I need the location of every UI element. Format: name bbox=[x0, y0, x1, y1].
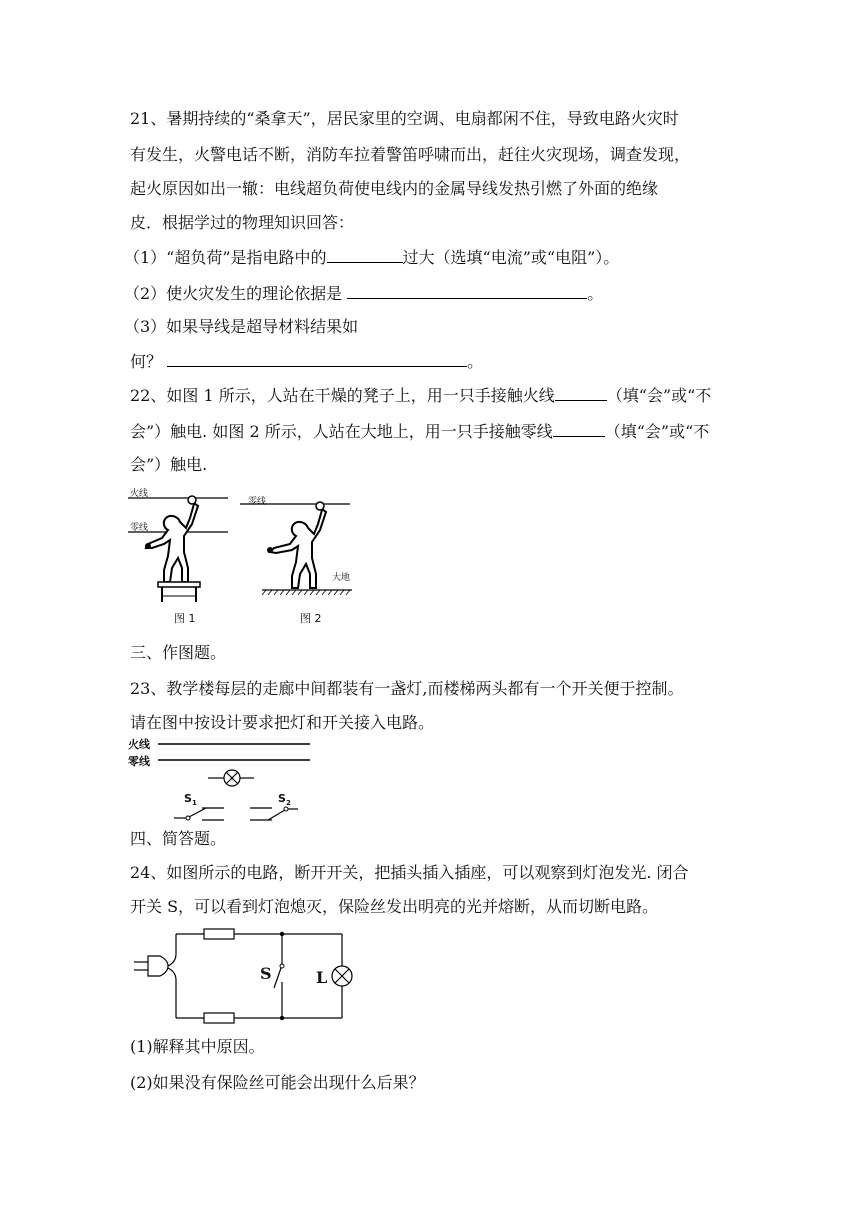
fig1-drawing bbox=[128, 482, 228, 607]
section4-heading: 四、简答题。 bbox=[130, 829, 227, 848]
q21-line4: 皮．根据学过的物理知识回答： bbox=[130, 213, 355, 232]
q22-line2-before: 会”）触电. 如图 2 所示，人站在大地上，用一只手接触零线 bbox=[130, 422, 553, 441]
q22-line1 bbox=[130, 384, 711, 407]
q21-line1: 21、暑期持续的“桑拿天”，居民家里的空调、电扇都闲不住，导致电路火灾时 bbox=[130, 109, 679, 128]
fig2-caption: 图 2 bbox=[300, 612, 322, 625]
fig1-live-label: 火线 bbox=[130, 489, 149, 499]
q24-line1: 24、如图所示的电路，断开开关，把插头插入插座，可以观察到灯泡发光. 闭合 bbox=[130, 863, 689, 882]
fig2-neutral-label: 零线 bbox=[248, 497, 267, 507]
q21-part1-after: 过大（选填“电流”或“电阻”）。 bbox=[402, 248, 620, 267]
q21-part2-after: 。 bbox=[587, 284, 604, 303]
q22-line1-before: 22、如图 1 所示，人站在干燥的凳子上，用一只手接触火线 bbox=[130, 386, 555, 405]
q24-sub1: (1)解释其中原因。 bbox=[130, 1037, 265, 1056]
fig2-drawing bbox=[240, 482, 360, 607]
q21-line2: 有发生，火警电话不断，消防车拉着警笛呼啸而出，赶往火灾现场，调查发现， bbox=[130, 145, 691, 164]
fig2-ground-label: 大地 bbox=[332, 573, 351, 583]
q24-circuit bbox=[128, 924, 368, 1030]
q21-part3-before: 何？ bbox=[130, 352, 168, 371]
q21-part2 bbox=[124, 282, 603, 305]
q23-live-label: 火线 bbox=[128, 738, 150, 751]
q23-s1-subscript: 1 bbox=[191, 799, 197, 808]
q21-part2-before: （2）使火灾发生的理论依据是 bbox=[124, 284, 348, 303]
q22-figure1 bbox=[128, 482, 228, 632]
q24-figure bbox=[128, 924, 368, 1030]
q23-drawing bbox=[128, 736, 318, 826]
q23-neutral-label: 零线 bbox=[128, 755, 150, 768]
q24-sub2: (2)如果没有保险丝可能会出现什么后果？ bbox=[130, 1073, 425, 1092]
q21-part2-blank[interactable] bbox=[347, 282, 587, 299]
q23-s2-label bbox=[278, 792, 291, 807]
q23-line2: 请在图中按设计要求把灯和开关接入电路。 bbox=[130, 713, 435, 732]
q23-s1-letter: S bbox=[184, 792, 192, 805]
fig1-caption: 图 1 bbox=[174, 612, 196, 625]
q21-line3: 起火原因如出一辙：电线超负荷使电线内的金属导线发热引燃了外面的绝缘 bbox=[130, 179, 659, 198]
q21-part3-after: 。 bbox=[467, 352, 484, 371]
q21-part3-line1: （3）如果导线是超导材料结果如 bbox=[124, 317, 359, 336]
q23-s1-label bbox=[184, 792, 197, 807]
q23-figure bbox=[128, 736, 318, 826]
q24-line2: 开关 S，可以看到灯泡熄灭，保险丝发出明亮的光并熔断，从而切断电路。 bbox=[130, 897, 659, 916]
q22-blank2[interactable] bbox=[553, 420, 605, 437]
q22-figure2 bbox=[240, 482, 360, 632]
q22-blank1[interactable] bbox=[555, 384, 607, 401]
q23-line1: 23、教学楼每层的走廊中间都装有一盏灯,而楼梯两头都有一个开关便于控制。 bbox=[130, 679, 684, 698]
q22-line1-after: （填“会”或“不 bbox=[606, 386, 712, 405]
q22-line2-after: （填“会”或“不 bbox=[604, 422, 710, 441]
q22-line2 bbox=[130, 420, 709, 443]
section3-heading: 三、作图题。 bbox=[130, 643, 227, 662]
q21-part1-before: （1）“超负荷”是指电路中的 bbox=[124, 248, 327, 267]
q21-part3-line2 bbox=[130, 350, 483, 373]
fig1-neutral-label: 零线 bbox=[130, 523, 149, 533]
q21-part1 bbox=[124, 246, 619, 269]
q23-s2-subscript: 2 bbox=[285, 799, 291, 808]
q24-switch-label: S bbox=[260, 964, 272, 983]
q21-part1-blank[interactable] bbox=[327, 246, 403, 263]
q21-part3-blank[interactable] bbox=[167, 350, 467, 367]
q22-line3: 会”）触电. bbox=[130, 455, 208, 474]
q24-lamp-label: L bbox=[316, 968, 328, 987]
q23-s2-letter: S bbox=[278, 792, 286, 805]
